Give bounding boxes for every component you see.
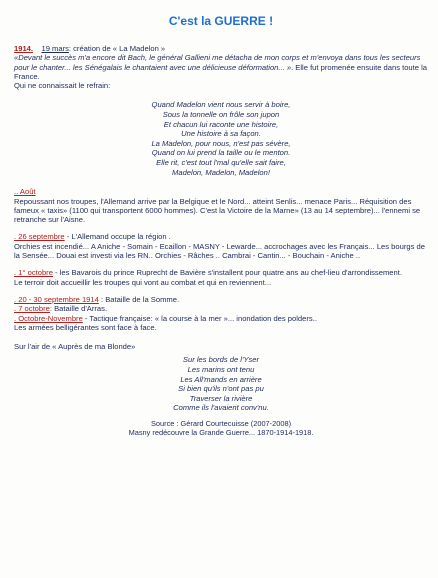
song-intro: Sur l'air de « Auprès de ma Blonde»	[14, 342, 136, 352]
refrain-line: La Madelon, pour nous, n'est pas sévère,	[151, 138, 291, 148]
source-line: Source : Gérard Courtecuisse (2007-2008)	[150, 418, 292, 428]
oct1-label: . 1° octobre	[14, 268, 53, 278]
sept26-label: . 26 septembre	[14, 232, 65, 242]
gallieni-quote	[14, 53, 428, 81]
refrain-line: Quand Madelon vient nous servir à boire,	[151, 100, 291, 110]
event-text: : Bataille de la Somme.	[98, 294, 180, 304]
song-line: Comme ils l'avaient conv'nu.	[173, 403, 269, 413]
song-line: Les marins ont tenu	[187, 364, 255, 374]
madelon-creation: : création de « La Madelon »	[68, 44, 166, 53]
event-label: . Octobre-Novembre	[14, 313, 83, 323]
oct1-heading	[14, 268, 428, 277]
aout-text: Repoussant nos troupes, l'Allemand arrive par la Belgique et le Nord... atteint Senlis... menace Paris... Réquisition des fameux « taxis» (1100 qui transportent 6000 hommes). C'est la Victoire de la Marne» (13 au 14 septembre)... l'ennemi se retranche sur l'Aisne.	[14, 196, 421, 225]
event-item	[14, 295, 428, 304]
sept26-heading	[14, 232, 428, 241]
event-label: . 7 octobre	[14, 304, 50, 314]
section-1914	[14, 44, 428, 53]
quote-tail: . Elle fut promenée ensuite dans toute la France.	[14, 62, 428, 81]
sept26-line: - L'Allemand occupe la région .	[64, 232, 171, 242]
song-line: Les All'mands en arrière	[180, 374, 262, 384]
refrain-line: Elle rit, c'est tout l'mal qu'elle sait faire,	[156, 158, 286, 168]
sept26-text: Orchies est incendié... A Aniche - Somain - Ecaillon - MASNY - Lewarde... accrochages avec les Français... Les bourgs de la Sensée... Douai est investi via les RN.. Orchies - Râches .. Cambrai - Cantin... - Bouchain - Aniche ..	[14, 241, 425, 261]
song-line: Sur les bords de l'Yser	[182, 355, 260, 365]
aout-label: .. Août	[14, 187, 36, 197]
song-line: Traverser la rivière	[189, 393, 253, 403]
source-credit	[14, 419, 428, 437]
quote-text: «Devant le succès m'a encore dit Bach, le général Gallieni me détacha de mon corps et m'envoya dans tous les secteurs pour le chanter... les Sénégalais le chantaient avec une délicieuse déformation... »	[14, 53, 421, 72]
refrain-line: Sous la tonnelle on frôle son jupon	[162, 110, 280, 120]
event-text: - Tactique française: « la course à la mer »... inondation des polders..	[82, 313, 317, 323]
event-label: . 20 - 30 septembre 1914	[14, 294, 99, 304]
song-line: Si bien qu'ils n'ont pas pu	[178, 384, 264, 394]
refrain-line: Et chacun lui raconte une histoire,	[163, 119, 279, 129]
refrain-poem	[14, 100, 428, 177]
page-title: C'est la GUERRE !	[168, 14, 274, 28]
refrain-line: Madelon, Madelon, Madelon!	[172, 167, 270, 177]
event-item	[14, 314, 428, 323]
source-line: Masny redécouvre la Grande Guerre... 1870-1914-1918.	[128, 427, 314, 437]
year-1914: 1914.	[14, 44, 34, 53]
oct1-line: - les Bavarois du prince Ruprecht de Bavière s'installent pour quatre ans au chef-lieu d'arrondissement.	[52, 268, 402, 278]
yser-song	[14, 355, 428, 413]
oct1-text: Le terroir doit accueillir les troupes qui vont au combat et qui en reviennent...	[14, 277, 272, 287]
event-item	[14, 304, 428, 313]
events-tail: Les armées belligérantes sont face à face.	[14, 322, 157, 332]
event-text: : Bataille d'Arras.	[49, 304, 108, 314]
refrain-line: Quand on lui prend la taille ou le menton.	[151, 148, 291, 158]
date-19-mars: 19 mars	[41, 44, 69, 53]
refrain-intro: Qui ne connaissait le refrain:	[14, 81, 111, 91]
refrain-line: Une histoire à sa façon.	[181, 129, 261, 139]
